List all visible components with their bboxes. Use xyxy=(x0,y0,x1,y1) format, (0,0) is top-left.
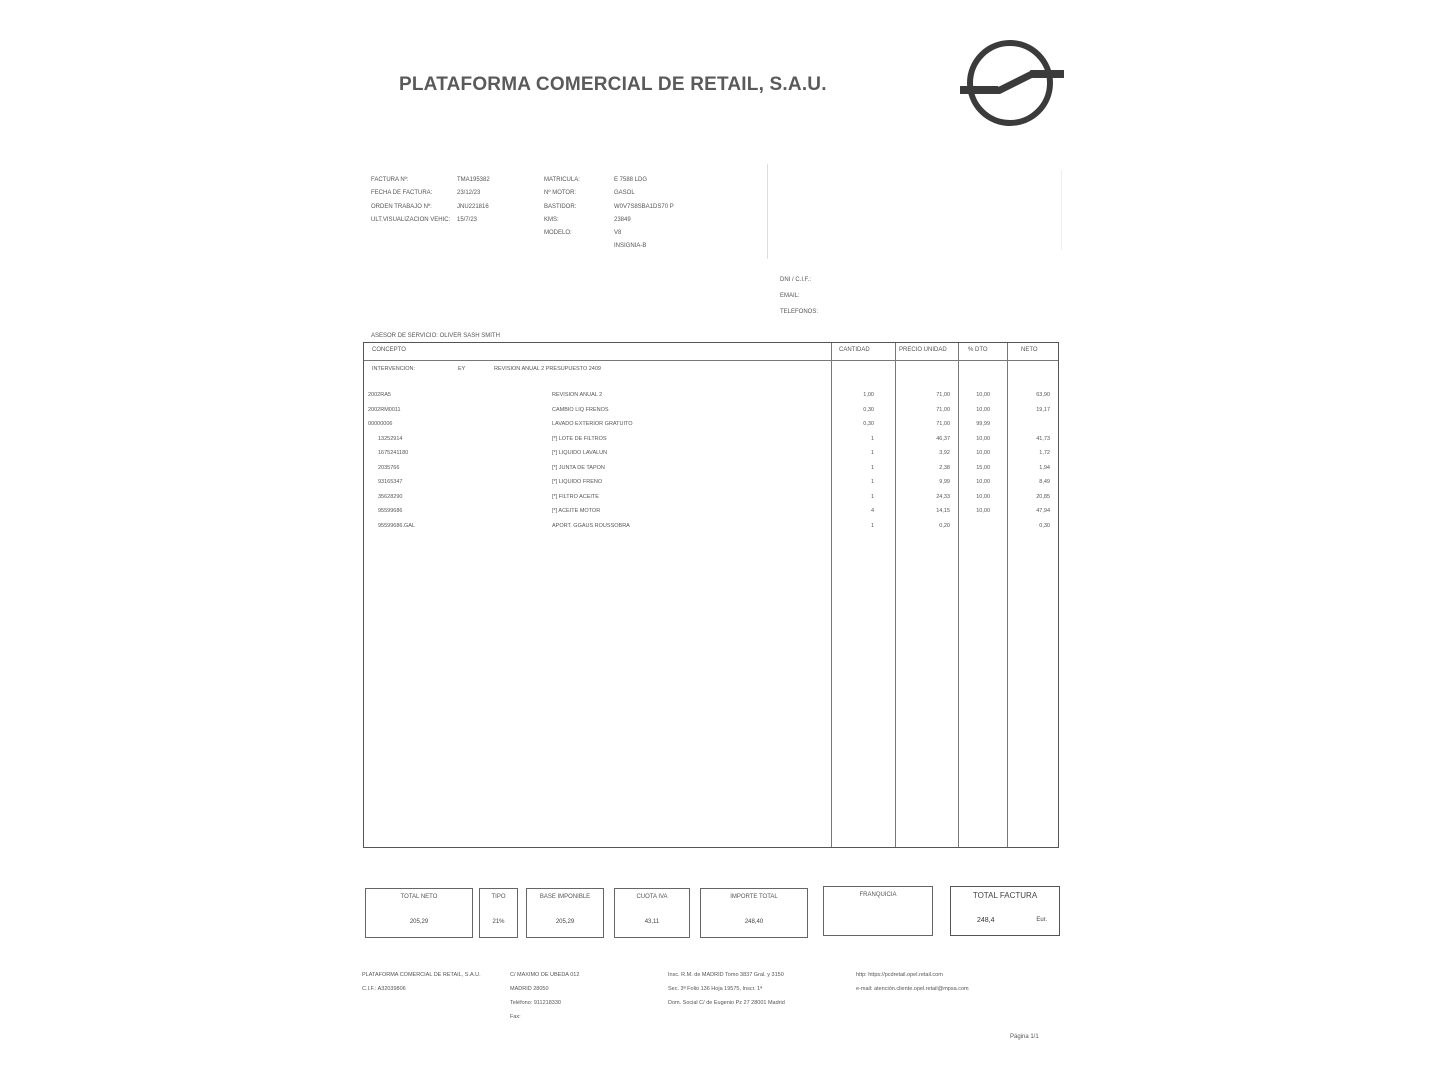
tax-type-label: TIPO xyxy=(491,894,506,900)
invoice-total-box xyxy=(950,886,1060,936)
col-divider xyxy=(831,343,832,847)
row-unit-price: 71,00 xyxy=(936,421,950,427)
total-amount-label: IMPORTE TOTAL xyxy=(730,894,778,900)
meta-last-visit: ULT.VISUALIZACION VEHIC: 15/7/23 xyxy=(371,217,478,223)
row-quantity: 1 xyxy=(870,450,874,456)
invoice-total-label: TOTAL FACTURA xyxy=(972,891,1038,900)
row-discount: 10,00 xyxy=(976,392,990,398)
total-neto-box xyxy=(365,888,473,938)
col-divider xyxy=(1007,343,1008,847)
row-net-amount: 19,17 xyxy=(1036,406,1050,413)
col-divider xyxy=(958,343,959,847)
table-header-divider xyxy=(364,360,1058,361)
row-unit-price: 9,99 xyxy=(939,479,950,485)
row-quantity: 0,30 xyxy=(863,406,874,413)
meta-model-name: INSIGNIA-B xyxy=(614,243,647,249)
row-quantity: 1 xyxy=(870,464,874,471)
row-discount: 10,00 xyxy=(976,479,990,485)
footer-email-link[interactable]: e-mail: atención.cliente.opel.retail@mpsa.com xyxy=(856,986,969,992)
row-unit-price: 3,92 xyxy=(939,450,950,456)
total-amount-value: 248,40 xyxy=(744,919,764,925)
intervention-code: EY xyxy=(458,366,466,372)
row-reference: 95599686 xyxy=(378,508,403,514)
row-description: [*] JUNTA DE TAPON xyxy=(552,464,605,471)
invoice-total-value: 248,4 xyxy=(977,917,995,924)
th-discount: % DTO xyxy=(968,347,988,353)
row-reference: 2002RA5 xyxy=(368,392,391,398)
meta-invoice-date: FECHA DE FACTURA: 23/12/23 xyxy=(371,190,481,196)
footer-registry: Insc. R.M. de MADRID Tomo 3837 Gral. y 3150 Sec. 3ª Folio 136 Hoja 19575, Inscr. 1ª Dom. Social C/ de Eugenio Pz 27 28001 Madrid xyxy=(668,972,785,1006)
row-net-amount: 8,49 xyxy=(1039,479,1050,485)
row-reference: 2035766 xyxy=(378,464,400,471)
row-unit-price: 14,15 xyxy=(936,508,950,514)
row-quantity: 1 xyxy=(870,435,874,442)
row-reference: 00000006 xyxy=(368,421,393,427)
row-quantity: 1,00 xyxy=(863,392,874,398)
vat-amount-box xyxy=(614,888,690,938)
total-neto-label: TOTAL NETO xyxy=(400,894,438,900)
th-amount: NETO xyxy=(1021,347,1038,353)
total-neto-value: 205,29 xyxy=(409,919,429,925)
intervention-description: REVISION ANUAL 2 PRESUPUESTO 2409 xyxy=(494,366,601,372)
row-reference: 1675241180 xyxy=(378,450,409,456)
intervention-label: INTERVENCION: xyxy=(372,366,415,372)
client-dni-label: DNI / C.I.F.: xyxy=(780,277,812,283)
service-advisor: ASESOR DE SERVICIO: OLIVER SASH SMITH xyxy=(371,333,500,339)
row-reference: 93165347 xyxy=(378,479,403,485)
row-reference: 13252914 xyxy=(378,435,403,442)
meta-chassis: BASTIDOR: W0V7S8SBA1DS70 P xyxy=(544,204,674,210)
row-net-amount: 0,30 xyxy=(1039,522,1050,529)
franquicia-box xyxy=(823,886,933,936)
tax-type-value: 21% xyxy=(492,919,505,925)
invoice-total-currency: Eur. xyxy=(1036,917,1047,923)
row-quantity: 1 xyxy=(870,493,874,500)
meta-plate: MATRICULA: E 7588 LDG xyxy=(544,177,648,183)
meta-invoice-number: FACTURA Nº: TMA195382 xyxy=(371,177,490,183)
row-unit-price: 46,37 xyxy=(936,435,950,442)
row-description: [*] ACEITE MOTOR xyxy=(552,508,601,514)
th-unit-price: PRECIO UNIDAD xyxy=(899,347,947,353)
client-email-label: EMAIL: xyxy=(780,293,800,299)
footer-company: PLATAFORMA COMERCIAL DE RETAIL, S.A.U. C.I.F.: A32039806 xyxy=(362,972,481,992)
row-quantity: 4 xyxy=(870,508,874,514)
row-unit-price: 2,38 xyxy=(939,464,950,471)
row-discount: 10,00 xyxy=(976,508,990,514)
row-reference: 35628290 xyxy=(378,493,403,500)
row-unit-price: 71,00 xyxy=(936,392,950,398)
invoice-lines-table xyxy=(363,342,1059,848)
row-discount: 10,00 xyxy=(976,493,990,500)
footer-website-link[interactable]: http: https://pcdretail.opel.retail.com xyxy=(856,972,943,978)
row-discount: 10,00 xyxy=(976,435,990,442)
row-quantity: 1 xyxy=(870,479,874,485)
row-net-amount: 63,90 xyxy=(1036,392,1050,398)
row-description: LAVADO EXTERIOR GRATUITO xyxy=(552,421,633,427)
row-reference: 95599686.GAL xyxy=(378,522,416,529)
row-description: APORT. GGAUS ROUSSOBRA xyxy=(552,522,630,529)
row-description: [*] FILTRO ACEITE xyxy=(552,493,599,500)
footer-contact xyxy=(856,968,969,996)
row-unit-price: 71,00 xyxy=(936,406,950,413)
page-number: Página 1/1 xyxy=(1010,1034,1039,1040)
franquicia-label: FRANQUICIA xyxy=(859,892,897,898)
meta-work-order: ORDEN TRABAJO Nº: JNU221816 xyxy=(371,204,489,210)
row-description: [*] LOTE DE FILTROS xyxy=(552,435,607,442)
col-divider xyxy=(895,343,896,847)
taxable-base-label: BASE IMPONIBLE xyxy=(539,894,591,900)
th-concept: CONCEPTO xyxy=(372,347,406,353)
row-discount: 10,00 xyxy=(976,406,990,413)
company-name: PLATAFORMA COMERCIAL DE RETAIL, S.A.U. xyxy=(399,74,827,95)
row-net-amount: 20,85 xyxy=(1036,493,1050,500)
row-description: CAMBIO LIQ FRENOS xyxy=(552,406,609,413)
vat-amount-label: CUOTA IVA xyxy=(636,894,668,900)
row-quantity: 1 xyxy=(870,522,874,529)
footer-address: C/ MAXIMO DE UBEDA 012 MADRID 28050 Teléfono: 911218330 Fax: xyxy=(510,972,580,1020)
meta-kms: KMS: 23849 xyxy=(544,217,631,223)
total-amount-box xyxy=(700,888,808,938)
opel-logo-icon xyxy=(958,40,1066,126)
row-unit-price: 24,33 xyxy=(936,493,950,500)
meta-model: MODELO: V8 xyxy=(544,230,622,236)
row-discount: 15,00 xyxy=(976,464,990,471)
row-description: [*] LIQUIDO LAVALUN xyxy=(552,450,608,456)
row-net-amount: 1,72 xyxy=(1039,450,1050,456)
th-quantity: CANTIDAD xyxy=(839,347,870,353)
row-reference: 2002RM0011 xyxy=(368,406,401,413)
vat-amount-value: 43,11 xyxy=(644,919,660,925)
row-net-amount: 47,94 xyxy=(1036,508,1050,514)
tax-type-box xyxy=(479,888,518,938)
meta-engine: Nº MOTOR: GASOL xyxy=(544,190,635,196)
row-description: [*] LIQUIDO FRENO xyxy=(552,479,603,485)
row-net-amount: 1,94 xyxy=(1039,464,1050,471)
row-description: REVISION ANUAL 2 xyxy=(552,392,603,398)
row-discount: 10,00 xyxy=(976,450,990,456)
client-address-box xyxy=(767,164,1062,259)
row-unit-price: 0,20 xyxy=(939,522,950,529)
client-phone-label: TELEFONOS: xyxy=(780,309,819,315)
row-net-amount: 41,73 xyxy=(1036,435,1050,442)
row-discount: 99,99 xyxy=(976,421,990,427)
taxable-base-value: 205,29 xyxy=(555,919,575,925)
row-quantity: 0,30 xyxy=(863,421,874,427)
taxable-base-box xyxy=(526,888,604,938)
